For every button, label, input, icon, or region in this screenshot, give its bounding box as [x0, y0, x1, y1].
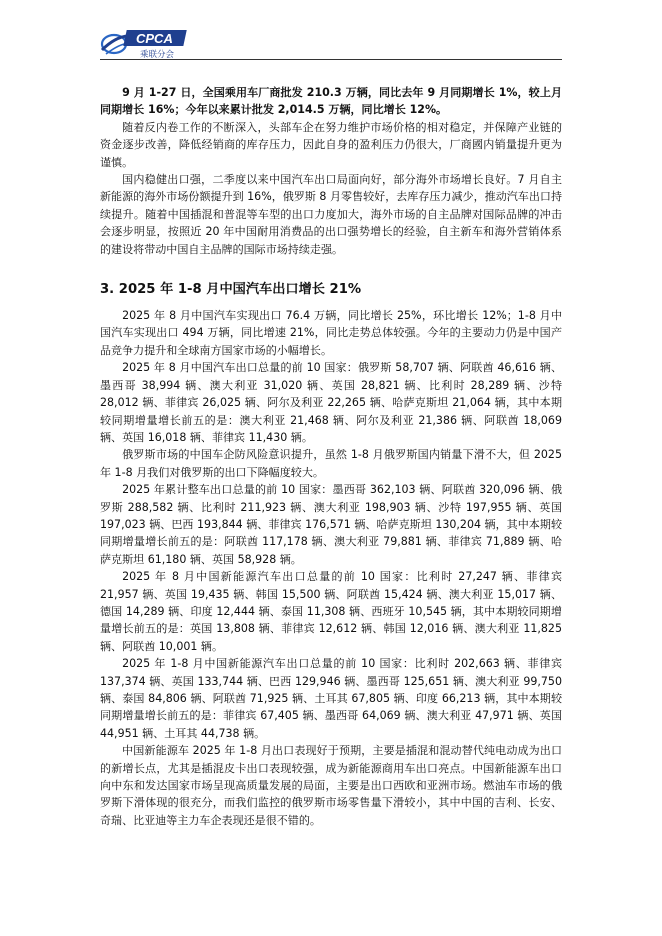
paragraph: 国内稳健出口强，二季度以来中国汽车出口局面向好，部分海外市场增长良好。7 月自主新能源的海外市场份额提升到 16%，俄罗斯 8 月零售较好，去库存压力减少，推动汽车出口持续提升。随着中国插混和普混等车型的出口力度加大，海外市场的自主品牌对国际品牌的冲击会逐步明显，按照近 20 年中国耐用消费品的出口强势增长的经验，自主新车和海外营销体系的建设将带动中国自主品牌的国际市场持续走强。: [100, 173, 562, 256]
document-body: [100, 84, 562, 829]
header-divider: [100, 59, 562, 60]
section-heading: 3. 2025 年 1-8 月中国汽车出口增长 21%: [100, 282, 362, 298]
paragraph: 随着反内卷工作的不断深入，头部车企在努力维护市场价格的相对稳定，并保障产业链的资金逐步改善，降低经销商的库存压力，因此自身的盈利压力仍很大，厂商國内销量提升更为谨慎。: [100, 120, 562, 169]
paragraph: 2025 年累计整车出口总量的前 10 国家：墨西哥 362,103 辆、阿联酋 320,096 辆、俄罗斯 288,582 辆、比利时 211,923 辆、澳大利亚 198,903 辆、沙特 197,955 辆、英国 197,023 辆、巴西 193,844 辆、菲律宾 176,571 辆、哈萨克斯坦 130,204 辆，其中本期较同期增量增长前五的是：阿联酋 117,178 辆、澳大利亚 79,881 辆、菲律宾 71,889 辆、哈萨克斯坦 61,180 辆、英国 58,928 辆。: [100, 483, 562, 566]
logo-text-cn: 乘联分会: [140, 50, 175, 60]
paragraph: 2025 年 1-8 月中国新能源汽车出口总量的前 10 国家：比利时 202,663 辆、菲律宾 137,374 辆、英国 133,744 辆、巴西 129,946 辆、墨西哥 125,651 辆、澳大利亚 99,750 辆、泰国 84,806 辆、阿联酋 71,925 辆、土耳其 67,805 辆、印度 66,213 辆，其中本期较同期增量增长前五的是：菲律宾 67,405 辆、墨西哥 64,069 辆、澳大利亚 47,971 辆、英国 44,951 辆、土耳其 44,738 辆。: [100, 657, 562, 740]
paragraph: 2025 年 8 月中国新能源汽车出口总量的前 10 国家：比利时 27,247 辆、菲律宾 21,957 辆、英国 19,435 辆、韩国 15,500 辆、阿联酋 15,424 辆、澳大利亚 15,017 辆、德国 14,289 辆、印度 12,444 辆、泰国 11,308 辆、西班牙 10,545 辆，其中本期较同期增量增长前五的是：英国 13,808 辆、菲律宾 12,612 辆、韩国 12,016 辆、澳大利亚 11,825 辆、阿联酋 10,001 辆。: [100, 570, 562, 653]
paragraph: 中国新能源车 2025 年 1-8 月出口表现好于预期，主要是插混和混动替代纯电动成为出口的新增长点，尤其是插混皮卡出口表现较强，成为新能源商用车出口亮点。中国新能源车出口向中东和发达国家市场呈现高质量发展的局面，主要是出口西欧和亚洲市场。燃油车市场的俄罗斯下滑体现的很充分，而我们监控的俄罗斯市场零售量下滑较小，其中中国的吉利、长安、奇瑞、比亚迪等主力车企表现还是很不错的。: [100, 744, 562, 827]
paragraph: 2025 年 8 月中国汽车实现出口 76.4 万辆，同比增长 25%，环比增长 12%；1-8 月中国汽车实现出口 494 万辆，同比增速 21%，同比走势总体较强。今年的主要动力仍是中国产品竞争力提升和全球南方国家市场的小幅增长。: [100, 309, 562, 357]
paragraph: 俄罗斯市场的中国车企防风险意识提升，虽然 1-8 月俄罗斯国内销量下滑不大，但 2025 年 1-8 月我们对俄罗斯的出口下降幅度较大。: [100, 448, 562, 479]
page-header: [100, 24, 562, 62]
paragraph: 2025 年 8 月中国汽车出口总量的前 10 国家：俄罗斯 58,707 辆、阿联酋 46,616 辆、墨西哥 38,994 辆、澳大利亚 31,020 辆、英国 28,821 辆、比利时 28,289 辆、沙特 28,012 辆、菲律宾 26,025 辆、阿尔及利亚 22,265 辆、哈萨克斯坦 21,064 辆，其中本期较同期增量增长前五的是：澳大利亚 21,468 辆、阿尔及利亚 21,386 辆、阿联酋 18,069 辆、英国 16,018 辆、菲律宾 11,430 辆。: [100, 361, 562, 444]
logo-text-en: CPCA: [136, 31, 173, 46]
summary-paragraph: 9 月 1-27 日，全国乘用车厂商批发 210.3 万辆，同比去年 9 月同期增长 1%，较上月同期增长 16%；今年以来累计批发 2,014.5 万辆，同比增长 12%。: [100, 86, 562, 117]
cpca-logo: [100, 24, 200, 60]
